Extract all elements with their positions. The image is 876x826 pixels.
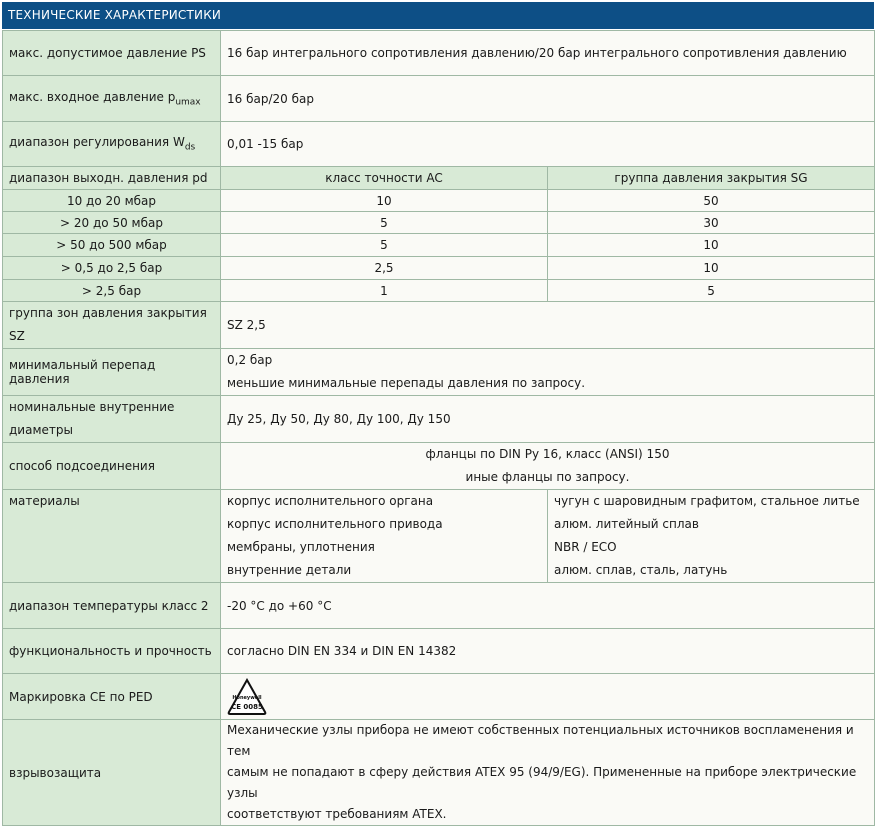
table-row	[3, 629, 875, 674]
svg-text:CE 0085: CE 0085	[231, 702, 263, 711]
label-line: диаметры	[9, 423, 73, 437]
materials-values	[548, 490, 875, 583]
spec-sheet	[2, 2, 874, 821]
ce-mark-icon	[227, 678, 267, 716]
row-value: 16 бар интегрального сопротивления давлению/20 бар интегрального сопротивления давлению	[221, 31, 875, 76]
column-header-ac: класс точности AC	[221, 167, 548, 190]
table-row	[3, 396, 875, 443]
table-title: ТЕХНИЧЕСКИЕ ХАРАКТЕРИСТИКИ	[2, 2, 874, 29]
row-label: материалы	[3, 490, 221, 583]
pd-range: > 0,5 до 2,5 бар	[3, 257, 221, 280]
row-value: -20 °C до +60 °C	[221, 583, 875, 629]
pd-sg: 10	[548, 234, 875, 257]
table-row	[3, 720, 875, 826]
material-part: корпус исполнительного привода	[227, 517, 443, 531]
material-part: внутренние детали	[227, 563, 352, 577]
pd-ac: 2,5	[221, 257, 548, 280]
label-text: диапазон регулирования W	[9, 135, 185, 150]
row-value: согласно DIN EN 334 и DIN EN 14382	[221, 629, 875, 674]
pd-ac: 5	[221, 212, 548, 234]
material-value: алюм. литейный сплав	[554, 517, 699, 531]
value-line: иные фланцы по запросу.	[465, 470, 630, 484]
row-label: Маркировка CE по PED	[3, 674, 221, 720]
table-row	[3, 190, 875, 212]
spec-table	[2, 30, 875, 826]
row-label: макс. допустимое давление PS	[3, 31, 221, 76]
table-row	[3, 583, 875, 629]
value-line: меньшие минимальные перепады давления по запросу.	[227, 376, 586, 390]
material-value: NBR / ECO	[554, 540, 617, 554]
row-value: SZ 2,5	[221, 302, 875, 349]
row-value	[221, 674, 875, 720]
table-row	[3, 349, 875, 396]
pd-sg: 30	[548, 212, 875, 234]
material-value: алюм. сплав, сталь, латунь	[554, 563, 728, 577]
label-text: макс. входное давление p	[9, 89, 176, 104]
table-row	[3, 490, 875, 583]
row-label: способ подсоединения	[3, 443, 221, 490]
pd-range: > 2,5 бар	[3, 280, 221, 302]
table-row	[3, 212, 875, 234]
value-line: Механические узлы прибора не имеют собственных потенциальных источников воспламенения и тем	[227, 723, 854, 758]
pd-range: 10 до 20 мбар	[3, 190, 221, 212]
table-row	[3, 674, 875, 720]
label-subscript: umax	[175, 97, 201, 108]
table-row	[3, 443, 875, 490]
pd-range: > 50 до 500 мбар	[3, 234, 221, 257]
row-label: взрывозащита	[3, 720, 221, 826]
material-part: мембраны, уплотнения	[227, 540, 375, 554]
table-row	[3, 76, 875, 122]
pd-sg: 10	[548, 257, 875, 280]
table-row	[3, 280, 875, 302]
label-subscript: ds	[184, 142, 196, 153]
row-label: функциональность и прочность	[3, 629, 221, 674]
row-value: 0,01 -15 бар	[221, 122, 875, 167]
label-line: группа зон давления закрытия	[9, 306, 207, 320]
row-label	[3, 396, 221, 443]
pd-ac: 10	[221, 190, 548, 212]
value-line: фланцы по DIN Ру 16, класс (ANSI) 150	[425, 447, 670, 461]
table-row	[3, 31, 875, 76]
table-row	[3, 257, 875, 280]
row-label: минимальный перепад давления	[3, 349, 221, 396]
value-line: самым не попадают в сферу действия ATEX 95 (94/9/EG). Примененные на приборе электрические узлы	[227, 765, 857, 800]
column-header-sg: группа давления закрытия SG	[548, 167, 875, 190]
material-part: корпус исполнительного органа	[227, 494, 434, 508]
table-row	[3, 234, 875, 257]
row-label	[3, 76, 221, 122]
svg-text:Honeywell: Honeywell	[232, 694, 262, 701]
row-label	[3, 122, 221, 167]
value-line: соответствуют требованиям ATEX.	[227, 807, 447, 821]
pd-sg: 5	[548, 280, 875, 302]
material-value: чугун с шаровидным графитом, стальное литье	[554, 494, 860, 508]
row-value: 16 бар/20 бар	[221, 76, 875, 122]
label-line: номинальные внутренние	[9, 400, 175, 414]
label-line: SZ	[9, 329, 25, 343]
row-value	[221, 443, 875, 490]
pd-range: > 20 до 50 мбар	[3, 212, 221, 234]
row-value	[221, 720, 875, 826]
pd-ac: 5	[221, 234, 548, 257]
pd-ac: 1	[221, 280, 548, 302]
row-value	[221, 349, 875, 396]
pd-sg: 50	[548, 190, 875, 212]
value-line: 0,2 бар	[227, 353, 273, 367]
materials-parts	[221, 490, 548, 583]
table-row	[3, 167, 875, 190]
table-row	[3, 302, 875, 349]
row-label	[3, 302, 221, 349]
row-label: диапазон температуры класс 2	[3, 583, 221, 629]
row-value: Ду 25, Ду 50, Ду 80, Ду 100, Ду 150	[221, 396, 875, 443]
table-row	[3, 122, 875, 167]
row-label: диапазон выходн. давления pd	[3, 167, 221, 190]
